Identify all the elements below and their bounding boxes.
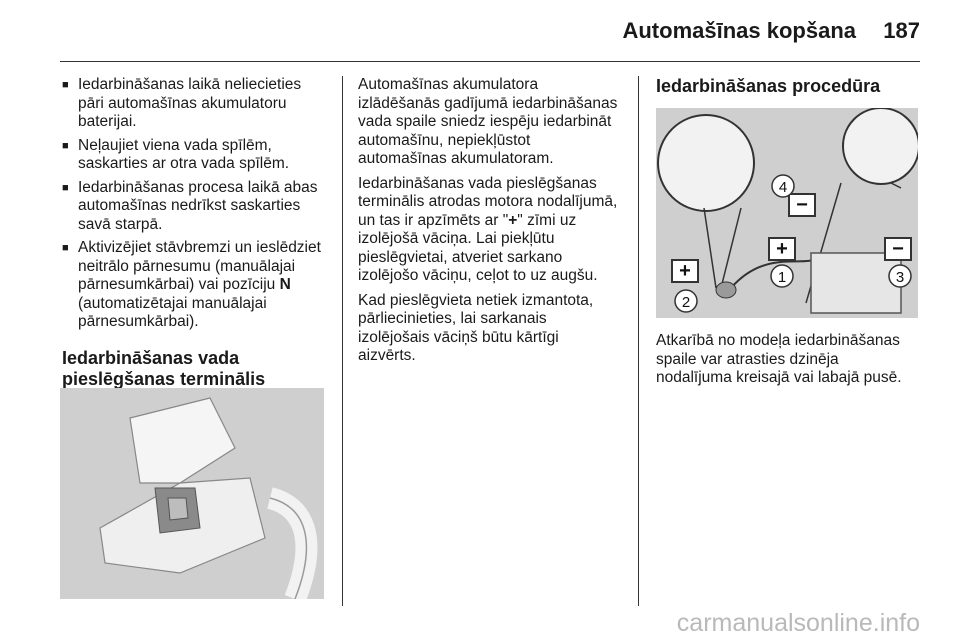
header-rule <box>60 61 920 62</box>
jump-start-drawing <box>656 108 918 318</box>
bullet-icon: ■ <box>62 79 69 91</box>
paragraph: Iedarbināšanas vada pieslēgšanas terminālis atrodas motora nodalījumā, un tas ir apzīmēts ar "+" zīmi uz izolējošā vāciņa. Lai piekļūtu pieslēgvietai, atveriet sarkano izolējošo vāciņu, ceļot to uz augšu. <box>358 174 618 284</box>
terminal-cap-drawing <box>60 388 324 599</box>
column-divider-1 <box>342 76 343 606</box>
watermark: carmanualsonline.info <box>676 609 920 637</box>
list-item: ■ Aktivizējiet stāvbremzi un ieslēdziet neitrālo pārnesumu (manuālajai pārnesumkārbai) vai pozīciju N (automatizētajai manuālajai pārnesumkārbai). <box>62 239 321 330</box>
callout-1: 1 <box>777 269 787 286</box>
warning-list <box>62 76 326 332</box>
bullet-icon: ■ <box>62 139 69 152</box>
section-heading-terminal: Iedarbināšanas vada pieslēgšanas terminālis <box>62 347 266 389</box>
terminal-cap-illustration <box>60 388 324 599</box>
column-2 <box>358 76 620 372</box>
minus-label: − <box>796 194 808 216</box>
callout-4: 4 <box>778 179 788 196</box>
minus-label: − <box>892 238 904 260</box>
plus-label: + <box>776 238 788 260</box>
section-heading-procedure: Iedarbināšanas procedūra <box>656 76 881 96</box>
paragraph: Kad pieslēgvieta netiek izmantota, pārliecinieties, lai sarkanais izolējošais vāciņš būtu kārtīgi aizvērts. <box>358 291 594 364</box>
page-header <box>0 0 960 52</box>
plus-label: + <box>679 260 691 282</box>
list-item: ■ Neļaujiet viena vada spīlēm, saskarties ar otra vada spīlēm. <box>62 136 290 172</box>
column-1 <box>62 76 326 390</box>
bullet-icon: ■ <box>62 181 69 194</box>
plus-icon: + <box>508 211 518 229</box>
column-divider-2 <box>638 76 639 606</box>
gear-position-n: N <box>279 276 291 293</box>
list-item: ■ Iedarbināšanas procesa laikā abas automašīnas nedrīkst saskarties savā starpā. <box>62 178 318 233</box>
figure-caption: Atkarībā no modeļa iedarbināšanas spaile var atrasties dzinēja nodalījuma kreisajā vai labajā pusē. <box>656 332 902 386</box>
jump-start-diagram <box>656 108 918 318</box>
callout-2: 2 <box>681 294 691 311</box>
callout-3: 3 <box>895 269 905 286</box>
list-item: ■ Iedarbināšanas laikā neliecieties pāri automašīnas akumulatoru baterijai. <box>62 76 302 130</box>
header-title: Automašīnas kopšana <box>622 18 856 43</box>
column-3 <box>656 76 918 97</box>
page-number: 187 <box>883 18 920 43</box>
paragraph: Automašīnas akumulatora izlādēšanās gadījumā iedarbināšanas vada spaile sniedz iespēju iedarbināt automašīnu, nepiekļūstot automašīnas akumulatoram. <box>358 76 618 167</box>
bullet-icon: ■ <box>62 242 69 254</box>
